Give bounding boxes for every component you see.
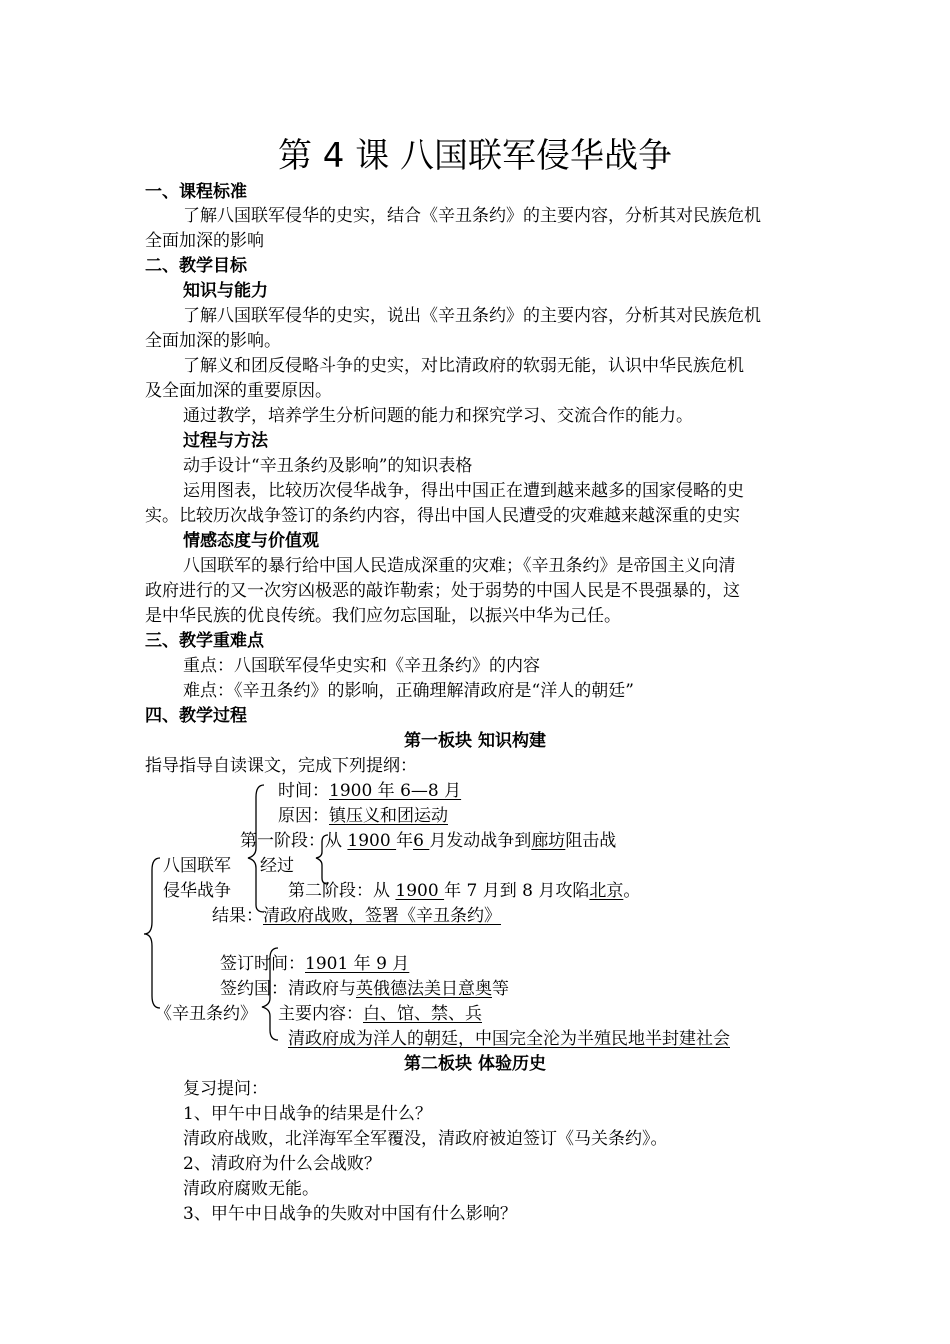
block1-heading: 第一板块 知识构建 [404, 731, 546, 751]
outline-sign-time: 签订时间：1901 年 9 月 [220, 954, 410, 974]
outline-result: 结果：清政府战败，签署《辛丑条约》 [212, 906, 501, 926]
paragraph-line: 及全面加深的重要原因。 [145, 381, 332, 401]
outline-cause: 原因：镇压义和团运动 [278, 806, 448, 826]
page-title: 第 4 课 八国联军侵华战争 [277, 136, 673, 176]
block2-heading: 第二板块 体验历史 [404, 1054, 546, 1074]
subheading-process: 过程与方法 [183, 431, 268, 451]
paragraph-line: 全面加深的影响 [145, 231, 264, 251]
answer-cause: 镇压义和团运动 [329, 806, 448, 826]
paragraph-line: 八国联军的暴行给中国人民造成深重的灾难；《辛丑条约》是帝国主义向清 [183, 556, 736, 576]
paragraph-line: 了解八国联军侵华的史实，结合《辛丑条约》的主要内容，分析其对民族危机 [183, 206, 761, 226]
outline-root-line2: 侵华战争 [163, 881, 231, 901]
difficult-point: 难点：《辛丑条约》的影响，正确理解清政府是“洋人的朝廷” [183, 681, 634, 701]
review-label: 复习提问： [183, 1079, 268, 1099]
paragraph-line: 了解义和团反侵略斗争的史实，对比清政府的软弱无能，认识中华民族危机 [183, 356, 744, 376]
paragraph-line: 指导指导自读课文，完成下列提纲： [145, 756, 417, 776]
section-heading-objectives: 二、教学目标 [145, 256, 247, 276]
question-3: 3、甲午中日战争的失败对中国有什么影响？ [183, 1204, 517, 1224]
answer-1: 清政府战败，北洋海军全军覆没，清政府被迫签订《马关条约》。 [183, 1129, 668, 1149]
paragraph-line: 是中华民族的优良传统。我们应勿忘国耻，以振兴中华为己任。 [145, 606, 621, 626]
paragraph-line: 了解八国联军侵华的史实，说出《辛丑条约》的主要内容，分析其对民族危机 [183, 306, 761, 326]
outline-course-label: 经过 [260, 856, 294, 876]
paragraph-line: 运用图表，比较历次侵华战争，得出中国正在遭到越来越多的国家侵略的史 [183, 481, 744, 501]
paragraph-line: 通过教学，培养学生分析问题的能力和探究学习、交流合作的能力。 [183, 406, 693, 426]
key-point: 重点：八国联军侵华史实和《辛丑条约》的内容 [183, 656, 540, 676]
brace-main [144, 858, 160, 1008]
outline-parties: 签约国：清政府与英俄德法美日意奥等 [220, 979, 509, 999]
answer-2: 清政府腐败无能。 [183, 1179, 319, 1199]
paragraph-line: 政府进行的又一次穷凶极恶的敲诈勒索；处于弱势的中国人民是不畏强暴的，这 [145, 581, 740, 601]
paragraph-line: 实。比较历次战争签订的条约内容，得出中国人民遭受的灾难越来越深重的史实 [145, 506, 740, 526]
section-heading-key-points: 三、教学重难点 [145, 631, 264, 651]
section-heading-process: 四、教学过程 [145, 706, 247, 726]
outline-stage1: 第一阶段：从 1900 年6 月发动战争到廊坊阻击战 [240, 831, 617, 851]
question-2: 2、清政府为什么会战败？ [183, 1154, 381, 1174]
subheading-knowledge: 知识与能力 [183, 281, 268, 301]
section-heading-curriculum: 一、课程标准 [145, 182, 247, 202]
paragraph-line: 全面加深的影响。 [145, 331, 281, 351]
outline-treaty-root: 《辛丑条约》 [155, 1004, 257, 1024]
outline-impact: 清政府成为洋人的朝廷，中国完全沦为半殖民地半封建社会 [288, 1029, 730, 1049]
answer-content: 白、馆、禁、兵 [363, 1004, 482, 1024]
answer-parties: 英俄德法美日意奥 [356, 979, 492, 999]
answer-time: 1900 年 6—8 月 [329, 781, 462, 801]
answer-sign-time: 1901 年 9 月 [305, 954, 410, 974]
paragraph-line: 动手设计“辛丑条约及影响”的知识表格 [183, 456, 473, 476]
outline-content: 主要内容：白、馆、禁、兵 [278, 1004, 482, 1024]
outline-root-line1: 八国联军 [163, 856, 231, 876]
outline-time: 时间：1900 年 6—8 月 [278, 781, 462, 801]
question-1: 1、甲午中日战争的结果是什么？ [183, 1104, 432, 1124]
outline-stage2: 第二阶段：从 1900 年 7 月到 8 月攻陷北京。 [288, 881, 641, 901]
answer-result: 清政府战败，签署《辛丑条约》 [263, 906, 501, 926]
subheading-values: 情感态度与价值观 [183, 531, 319, 551]
